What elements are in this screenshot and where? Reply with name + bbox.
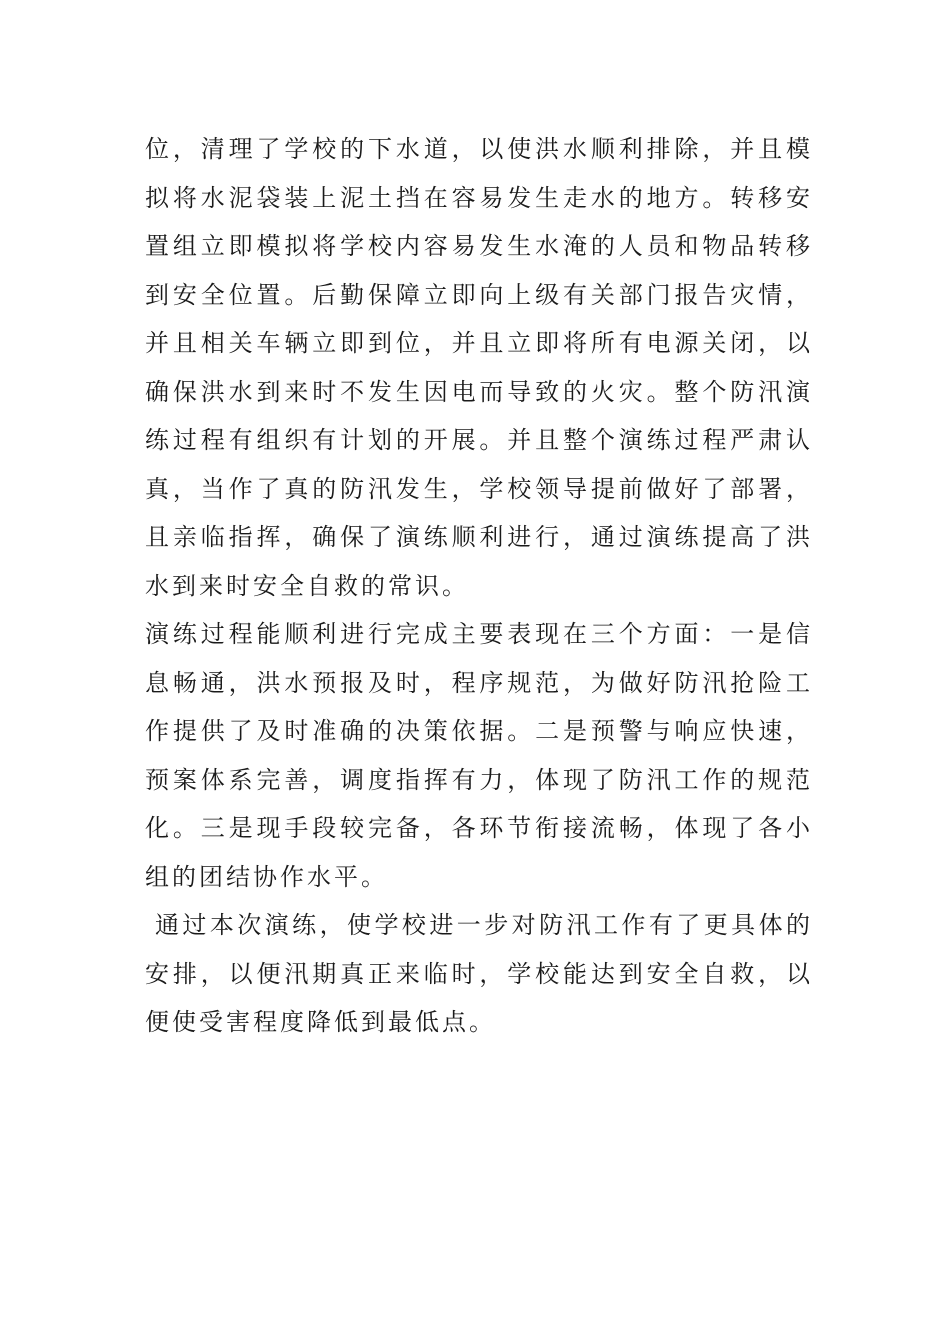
paragraph-3: 通过本次演练，使学校进一步对防汛工作有了更具体的安排，以便汛期真正来临时，学校能达到安全自救，以便使受害程度降低到最低点。	[145, 911, 813, 1036]
paragraph-2: 演练过程能顺利进行完成主要表现在三个方面：一是信息畅通，洪水预报及时，程序规范，为做好防汛抢险工作提供了及时准确的决策依据。二是预警与响应快速，预案体系完善，调度指挥有力，体现了防汛工作的规范化。三是现手段较完备，各环节衔接流畅，体现了各小组的团结协作水平。	[145, 620, 813, 891]
document-body	[145, 125, 813, 1047]
paragraph-1: 位，清理了学校的下水道，以使洪水顺利排除，并且模拟将水泥袋装上泥土挡在容易发生走水的地方。转移安置组立即模拟将学校内容易发生水淹的人员和物品转移到安全位置。后勤保障立即向上级有关部门报告灾情，并且相关车辆立即到位，并且立即将所有电源关闭，以确保洪水到来时不发生因电而导致的火灾。整个防汛演练过程有组织有计划的开展。并且整个演练过程严肃认真，当作了真的防汛发生，学校领导提前做好了部署，且亲临指挥，确保了演练顺利进行，通过演练提高了洪水到来时安全自救的常识。	[145, 135, 813, 600]
